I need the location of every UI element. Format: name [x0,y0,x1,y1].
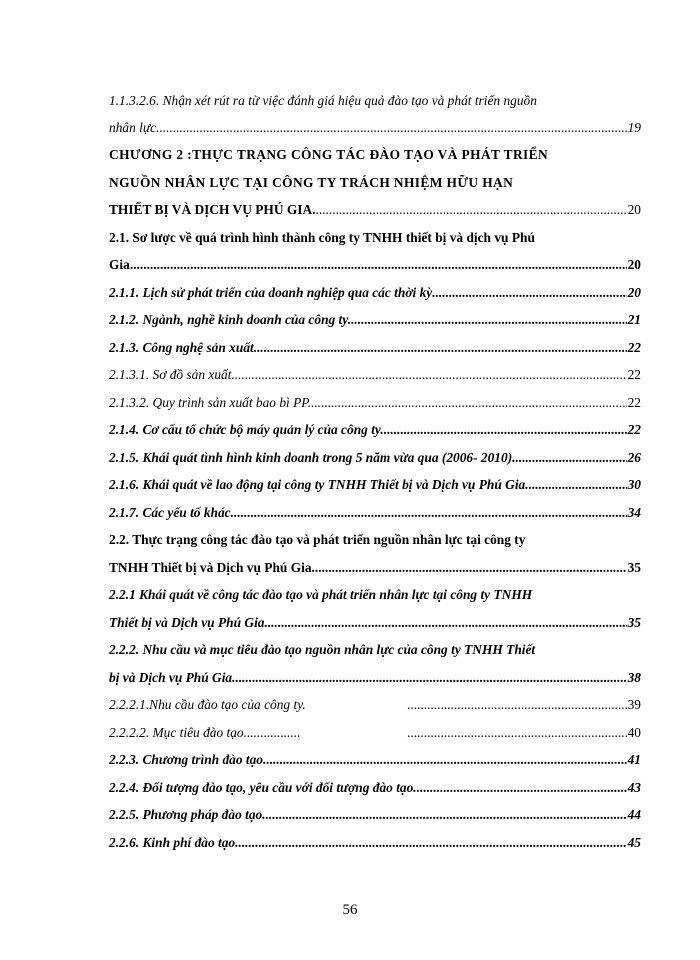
toc-entry-2-2-4[interactable] [109,779,641,797]
toc-page-number: 26 [627,450,641,465]
toc-entry-2-2-2[interactable] [109,641,641,659]
toc-entry-text: 2.2.2.2. Mục tiêu đào tạo................. [109,725,301,740]
toc-entry-2-1-3[interactable] [109,339,641,357]
toc-entry-2-2-5[interactable] [109,806,641,824]
toc-chapter-2-line-1[interactable] [109,146,641,164]
toc-entry-2-1[interactable] [109,229,641,247]
toc-entry-text: 1.1.3.2.6. Nhận xét rút ra từ việc đánh giá hiệu quả đào tạo và phát triển nguồn [109,93,537,108]
toc-entry-text: nhân lực. [109,120,160,135]
toc-entry-2-2-1[interactable] [109,586,641,604]
toc-entry-text: 2.2.1 Khái quát về công tác đào tạo và phát triển nhân lực tại công ty TNHH [109,587,533,602]
dot-leader [266,751,626,769]
toc-page-number: 38 [627,670,641,685]
toc-entry-text: 2.2.4. Đối tượng đào tạo, yêu cầu với đối tượng đào tạo. [109,780,417,795]
toc-entry-text: 2.2.5. Phương pháp đào tạo [109,807,263,822]
dot-leader [231,504,627,522]
toc-page-number: 20 [627,257,641,272]
toc-entry-text: 2.2.2.1.Nhu cầu đào tạo của công ty. [109,697,306,712]
toc-entry-text: 2.2.3. Chương trình đào tạo. [109,752,267,767]
dot-leader [351,311,627,329]
toc-page-number: 22 [627,340,641,355]
dot-leader [232,669,626,687]
toc-page-number: 35 [627,615,641,630]
dot-leader [529,476,627,494]
toc-entry-2-2-cont[interactable] [109,559,641,577]
toc-entry-text: bị và Dịch vụ Phú Gia [109,670,233,685]
toc-entry-2-2-2-cont[interactable] [109,669,641,687]
toc-entry-text: CHƯƠNG 2 :THỰC TRẠNG CÔNG TÁC ĐÀO TẠO VÀ PHÁT TRIỂN [109,147,549,162]
toc-entry-text: 2.1.7. Các yếu tố khác [109,505,231,520]
toc-entry-2-1-5[interactable] [109,449,641,467]
toc-entry-2-1-6[interactable] [109,476,641,494]
dot-leader [312,559,627,577]
toc-entry-1-1-3-2-6-cont[interactable] [109,119,641,137]
dot-leader [512,449,626,467]
toc-entry-2-1-7[interactable] [109,504,641,522]
dot-leader [235,834,626,852]
toc-entry-2-2-1-cont[interactable] [109,614,641,632]
toc-page-number: 39 [627,697,641,712]
toc-page-number: 44 [627,807,641,822]
toc-entry-text: 2.1.4. Cơ cấu tổ chức bộ máy quản lý của công ty. [109,422,384,437]
toc-page-number: 45 [627,835,641,850]
toc-page-number: 35 [627,560,641,575]
toc-entry-text: 2.1.6. Khái quát về lao động tại công ty TNHH Thiết bị và Dịch vụ Phú Gia. [109,477,529,492]
dot-leader [262,806,626,824]
toc-entry-text: 2.1. Sơ lược về quá trình hình thành công ty TNHH thiết bị và dịch vụ Phú [109,230,535,245]
toc-page-number: 34 [627,505,641,520]
toc-page-number: 30 [627,477,641,492]
toc-page-number: 22 [627,422,641,437]
toc-entry-text: 2.2. Thực trạng công tác đào tạo và phát triển nguồn nhân lực tại công ty [109,532,526,547]
toc-entry-text: 2.1.3. Công nghệ sản xuất [109,340,254,355]
toc-page-number: 41 [627,752,641,767]
toc-entry-2-2-2-2[interactable] [109,724,641,742]
toc-entry-text: TNHH Thiết bị và Dịch vụ Phú Gia [109,560,312,575]
dot-leader [231,366,626,384]
toc-entry-2-1-4[interactable] [109,421,641,439]
dot-leader [130,256,627,274]
toc-entry-text: NGUỒN NHÂN LỰC TẠI CÔNG TY TRÁCH NHIỆM HỮU HẠN [109,175,514,190]
toc-entry-text: 2.2.2. Nhu cầu và mục tiêu đào tạo nguồn nhân lực của công ty TNHH Thiết [109,642,536,657]
dot-leader [159,119,626,137]
toc-entry-2-1-3-2[interactable] [109,394,641,412]
toc-entry-text: THIẾT BỊ VÀ DỊCH VỤ PHÚ GIA. [109,202,316,217]
toc-entry-text: 2.1.2. Ngành, nghề kinh doanh của công ty. [109,312,352,327]
toc-entry-2-1-cont[interactable] [109,256,641,274]
dot-leader [254,339,627,357]
toc-entry-2-2-6[interactable] [109,834,641,852]
dot-leader [384,421,627,439]
toc-chapter-2-line-2[interactable] [109,174,641,192]
toc-page-number: 20 [627,285,641,300]
dot-leader [264,614,626,632]
toc-entry-text: 2.1.1. Lịch sử phát triển của doanh nghiệp qua các thời kỳ [109,285,433,300]
toc-page-number: 22 [627,395,641,410]
dot-leader [417,779,627,797]
dot-leader [315,201,626,219]
toc-entry-1-1-3-2-6[interactable] [109,92,641,110]
toc-entry-text: 2.1.3.2. Quy trình sản xuất bao bì PP. [109,395,312,410]
dot-leader [311,394,627,412]
toc-entry-2-1-3-1[interactable] [109,366,641,384]
toc-entry-text: Gia [109,257,130,272]
toc-page-number: 40 [627,725,641,740]
toc-page-number: 22 [627,367,641,382]
toc-entry-text: 2.1.3.1. Sơ đồ sản xuất [109,367,232,382]
toc-page-number: 21 [627,312,641,327]
toc-entry-2-1-2[interactable] [109,311,641,329]
dot-leader [432,284,626,302]
dot-leader [407,724,627,742]
toc-entry-2-2[interactable] [109,531,641,549]
toc-chapter-2-line-3[interactable] [109,201,641,219]
toc-entry-text: 2.2.6. Kinh phí đào tạo [109,835,236,850]
toc-entry-text: 2.1.5. Khái quát tình hình kinh doanh trong 5 năm vừa qua (2006- 2010) [109,450,513,465]
toc-entry-2-2-2-1[interactable] [109,696,641,714]
toc-entry-text: Thiết bị và Dịch vụ Phú Gia [109,615,265,630]
toc-page-number: 20 [627,202,641,217]
toc-page-number: 19 [627,120,641,135]
toc-entry-2-2-3[interactable] [109,751,641,769]
toc-entry-2-1-1[interactable] [109,284,641,302]
dot-leader [407,696,627,714]
page-number-footer: 56 [342,902,358,918]
toc-page-number: 43 [627,780,641,795]
